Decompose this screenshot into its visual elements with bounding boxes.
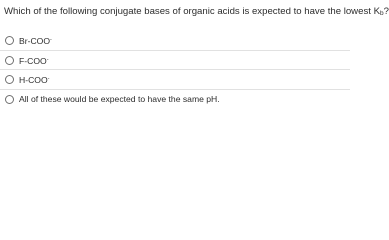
option-label: All of these would be expected to have the same pH. bbox=[19, 93, 220, 104]
question-end: ? bbox=[383, 6, 389, 17]
option-label: F-COO- bbox=[19, 55, 49, 66]
charge-superscript: - bbox=[46, 56, 49, 63]
answer-option-br-coo[interactable] bbox=[0, 31, 350, 51]
radio-button[interactable] bbox=[5, 75, 14, 84]
radio-button[interactable] bbox=[5, 56, 14, 65]
option-label: H-COO- bbox=[19, 75, 50, 85]
charge-superscript: - bbox=[47, 76, 50, 82]
answer-option-all-same[interactable] bbox=[0, 90, 350, 110]
question-text bbox=[4, 5, 389, 20]
radio-button[interactable] bbox=[5, 95, 14, 104]
question-body: Which of the following conjugate bases of organic acids is expected to have the lowest K bbox=[4, 6, 380, 17]
answer-option-h-coo[interactable] bbox=[0, 70, 350, 90]
charge-superscript: - bbox=[50, 37, 52, 43]
radio-button[interactable] bbox=[5, 36, 14, 45]
answer-option-f-coo[interactable] bbox=[0, 51, 350, 71]
answer-options bbox=[0, 31, 350, 109]
option-label: Br-COO- bbox=[19, 36, 52, 46]
question-subscript: b bbox=[379, 10, 384, 17]
